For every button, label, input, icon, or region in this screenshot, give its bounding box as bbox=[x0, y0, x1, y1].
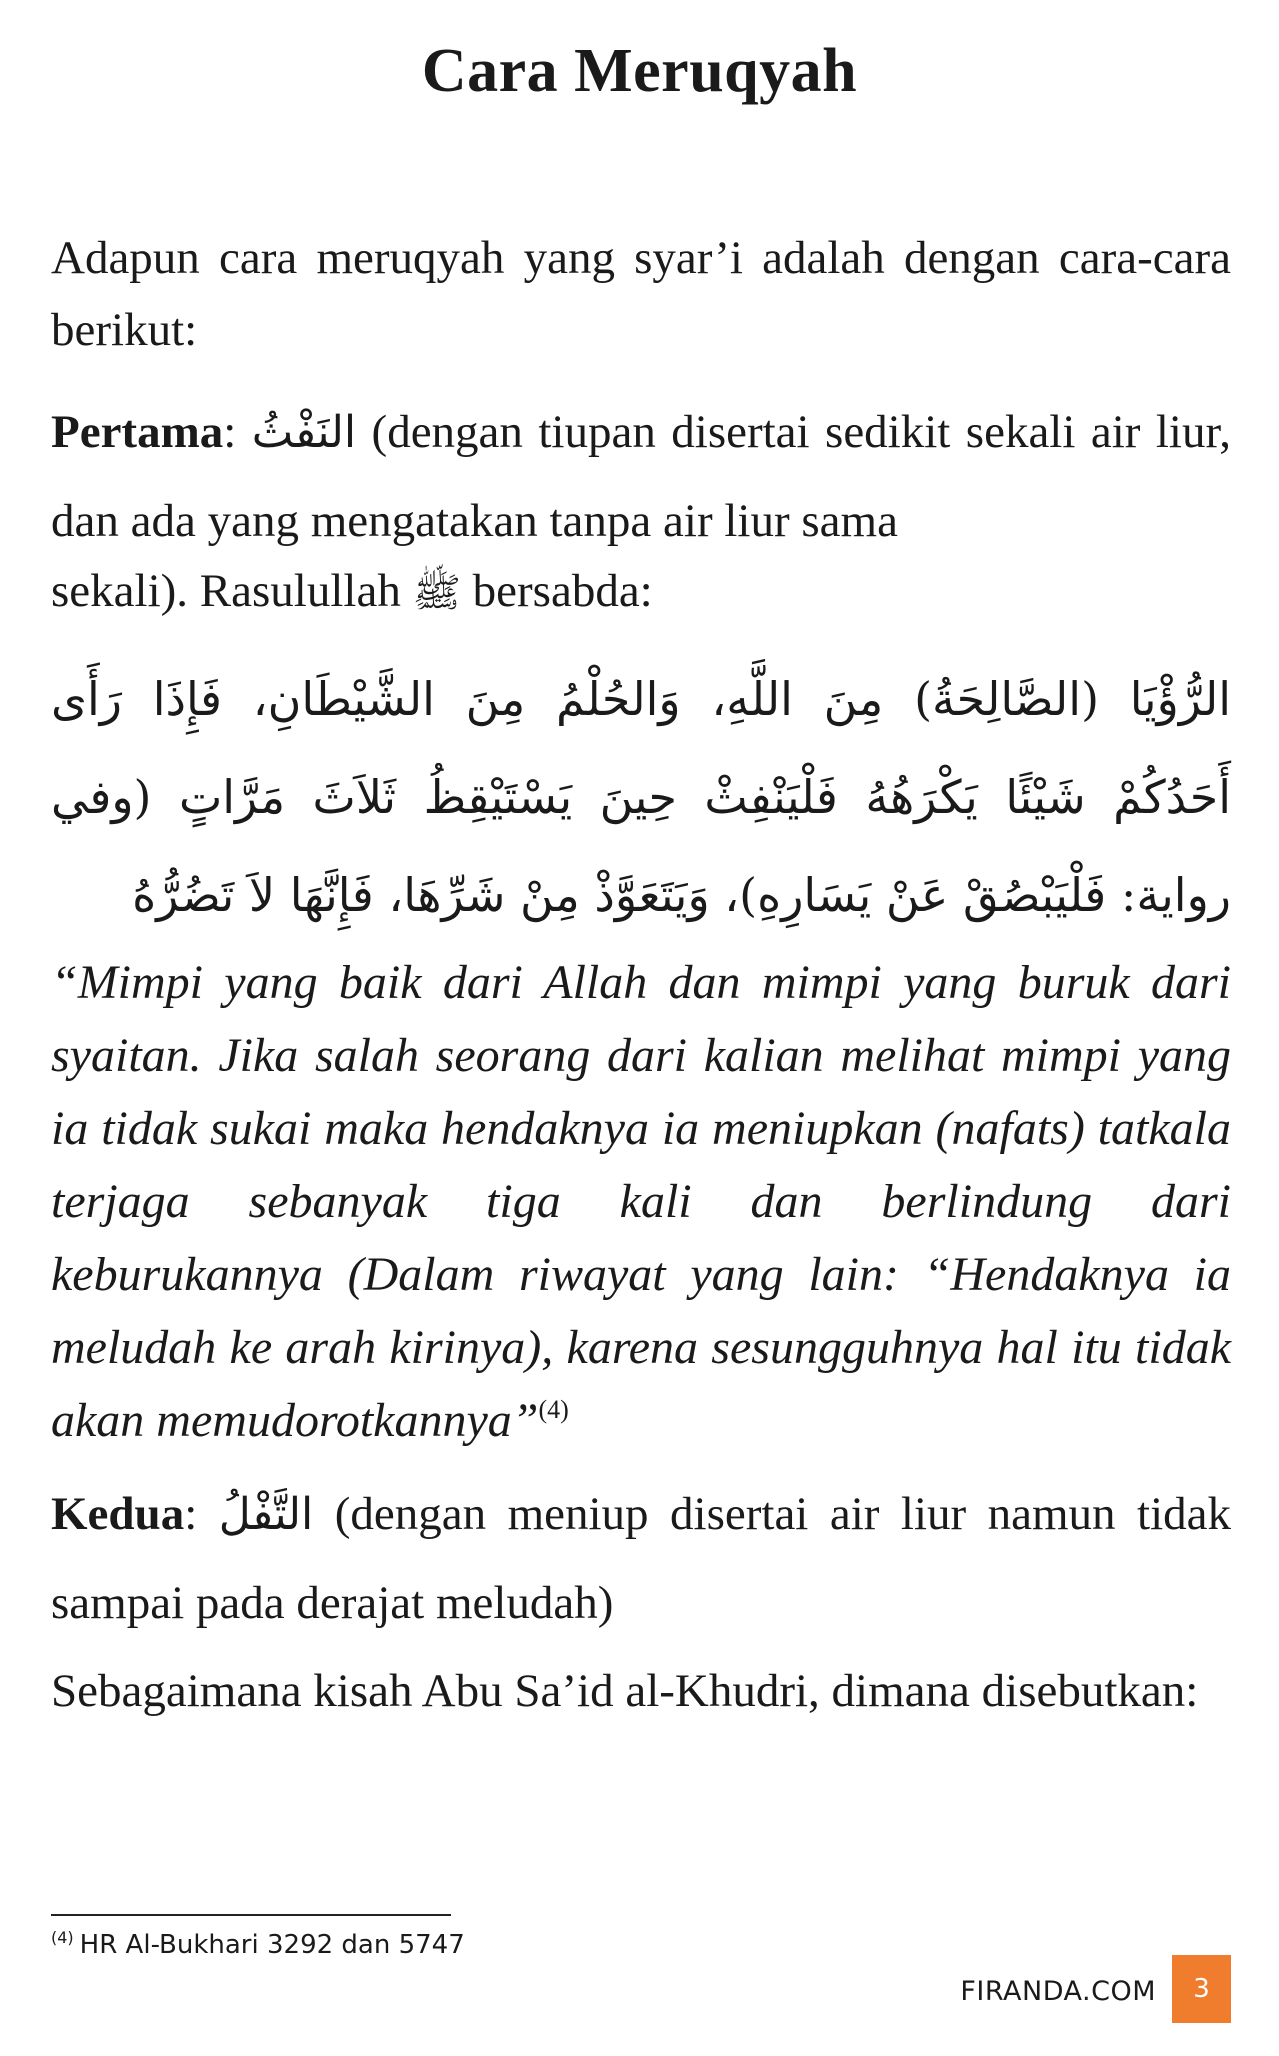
footnote-reference[interactable]: (4) bbox=[538, 1395, 569, 1424]
salawat-symbol-icon: ﷺ bbox=[412, 570, 461, 616]
first-method-description-end: bersabda: bbox=[460, 565, 653, 617]
intro-paragraph: Adapun cara meruqyah yang syar’i adalah dengan cara-cara berikut: bbox=[51, 232, 1231, 356]
first-method-paragraph bbox=[51, 388, 1231, 637]
hadith-arabic-text: الرُّؤْيَا (الصَّالِحَةُ) مِنَ اللَّهِ، وَالحُلْمُ مِنَ الشَّيْطَانِ، فَإِذَا رَأَى أَحَدُكُمْ شَيْئًا يَكْرَهُهُ فَلْيَنْفِثْ حِينَ يَسْتَيْقِظُ ثَلاَثَ مَرَّاتٍ (وفي رواية: فَلْيَبْصُقْ عَنْ يَسَارِهِ)، وَيَتَعَوَّذْ مِنْ شَرِّهَا، فَإِنَّهَا لاَ تَضُرُّهُ bbox=[51, 672, 1231, 922]
second-method-label: Kedua bbox=[51, 1488, 185, 1540]
first-method-description-cont: sekali). Rasulullah bbox=[51, 565, 413, 617]
first-method-separator: : bbox=[223, 406, 252, 458]
footnote-divider bbox=[51, 1914, 451, 1916]
first-method-arabic-term: النَفْثُ bbox=[251, 407, 357, 458]
page-number-badge: 3 bbox=[1172, 1955, 1231, 2023]
page-title: Cara Meruqyah bbox=[421, 37, 858, 105]
hadith-translation-text: “Mimpi yang baik dari Allah dan mimpi yang buruk dari syaitan. Jika salah seorang dari kalian melihat mimpi yang ia tidak sukai maka hendaknya ia meniupkan (nafats) tatkala terjaga sebanyak tiga kali dan berlindung dari keburukannya (Dalam riwayat yang lain: “Hendaknya ia meludah ke arah kirinya), karena sesungguhnya hal itu tidak akan memudorotkannya” bbox=[51, 956, 1231, 1447]
story-intro-paragraph: Sebagaimana kisah Abu Sa’id al-Khudri, dimana disebutkan: bbox=[51, 1665, 1199, 1717]
site-name: FIRANDA.COM bbox=[960, 1976, 1156, 2007]
first-method-line3 bbox=[51, 547, 1231, 637]
second-method-description: (dengan meniup disertai air liur namun tidak sampai pada derajat meludah) bbox=[51, 1488, 1232, 1629]
first-method-label: Pertama bbox=[51, 406, 224, 458]
footnote-text: HR Al-Bukhari 3292 dan 5747 bbox=[79, 1930, 465, 1960]
footnote-mark: (4) bbox=[51, 1928, 74, 1947]
hadith-translation bbox=[51, 946, 1231, 1457]
second-method-arabic-term: التَّفْلُ bbox=[218, 1489, 314, 1540]
second-method-paragraph bbox=[51, 1470, 1231, 1647]
second-method-separator: : bbox=[184, 1488, 219, 1540]
footnote bbox=[51, 1930, 465, 1960]
first-method-description: (dengan tiupan disertai sedikit sekali air liur, dan ada yang mengatakan tanpa air liur sama bbox=[51, 406, 1231, 547]
